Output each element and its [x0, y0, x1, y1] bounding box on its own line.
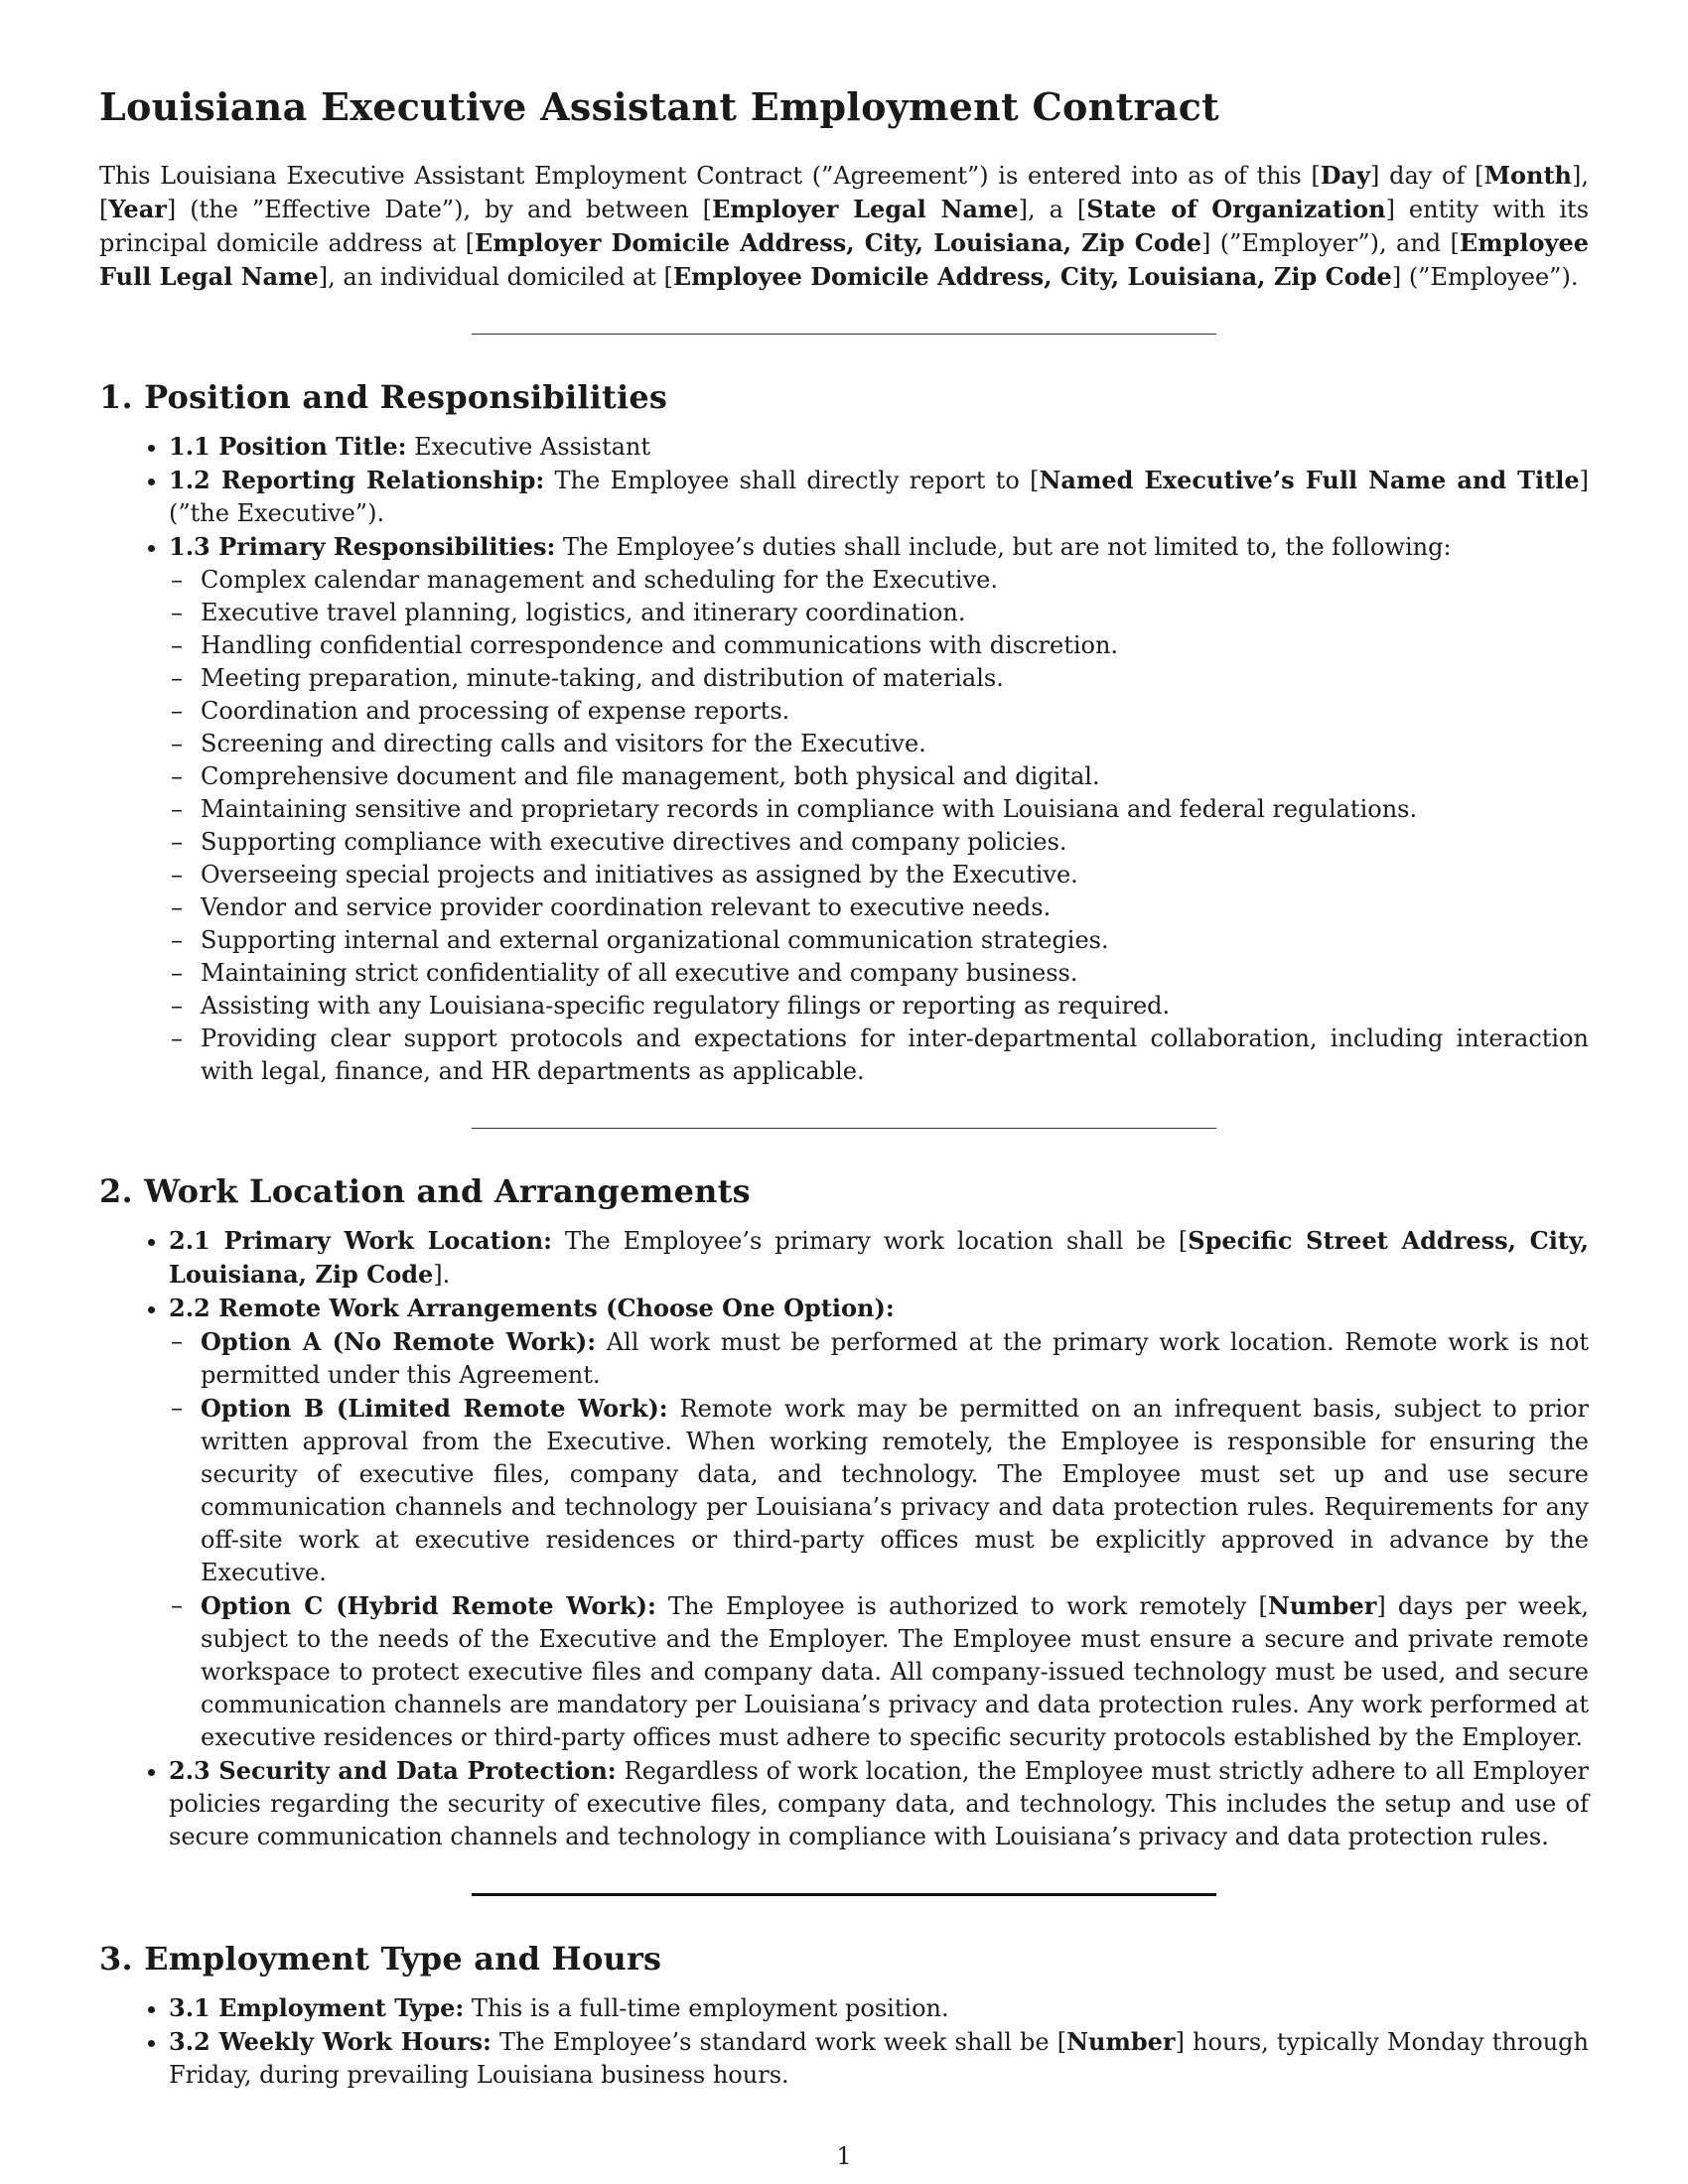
section-divider — [472, 1893, 1216, 1896]
list-item: • 3.1 Employment Type: This is a full-time employment position. — [169, 1991, 1589, 2025]
month-placeholder: Month — [1483, 161, 1572, 190]
duty-item: – Providing clear support protocols and expectations for inter-departmental collaboration, including interaction with legal, finance, and HR departments as applicable. — [201, 1023, 1589, 1088]
employer-address-placeholder: Employer Domicile Address, City, Louisiana, Zip Code — [474, 228, 1201, 257]
contract-title: Louisiana Executive Assistant Employment Contract — [99, 84, 1219, 129]
section-divider — [472, 334, 1216, 335]
work-address-placeholder: Specific Street Address, City, Louisiana, Zip Code — [169, 1226, 1589, 1289]
hours-placeholder: Number — [1066, 2027, 1176, 2056]
state-placeholder: State of Organization — [1086, 195, 1386, 223]
list-item: • 1.1 Position Title: Executive Assistant — [169, 430, 1589, 464]
duty-item: – Vendor and service provider coordination relevant to executive needs. — [201, 891, 1589, 924]
duty-item: – Meeting preparation, minute-taking, and distribution of materials. — [201, 662, 1589, 695]
duty-item: – Assisting with any Louisiana-specific regulatory filings or reporting as required. — [201, 990, 1589, 1023]
employer-name-placeholder: Employer Legal Name — [712, 195, 1019, 223]
executive-placeholder: Named Executive’s Full Name and Title — [1039, 466, 1580, 494]
remote-days-placeholder: Number — [1267, 1591, 1377, 1620]
duty-item: – Screening and directing calls and visitors for the Executive. — [201, 728, 1589, 760]
duty-item: – Executive travel planning, logistics, and itinerary coordination. — [201, 597, 1589, 629]
document-page — [99, 84, 1589, 2092]
duties-list — [169, 564, 1589, 1088]
list-item: • 3.2 Weekly Work Hours: The Employee’s standard work week shall be [Number] hours, typically Monday through Friday, during prevailing Louisiana business hours. — [169, 2025, 1589, 2092]
duty-item: – Complex calendar management and scheduling for the Executive. — [201, 564, 1589, 597]
option-a: – Option A (No Remote Work): All work must be performed at the primary work location. Remote work is not permitted under this Agreement. — [201, 1325, 1589, 1392]
intro-paragraph: This Louisiana Executive Assistant Employment Contract (”Agreement”) is entered into as of this [Day] day of [Month], [Year] (the ”Effective Date”), by and between [Employer Legal Name], a [State of Organization] entity with its principal domicile address at [Employer Domicile Address, City, Louisiana, Zip Code] (”Employer”), and [Employee Full Legal Name], an individual domiciled at [Employee Domicile Address, City, Louisiana, Zip Code] (”Employee”). — [99, 161, 1590, 291]
duty-item: – Maintaining sensitive and proprietary records in compliance with Louisiana and federal regulations. — [201, 793, 1589, 826]
list-item: • 2.3 Security and Data Protection: Regardless of work location, the Employee must strictly adhere to all Employer policies regarding the security of executive files, company data, and technology. This includes the setup and use of secure communication channels and technology in compliance with Louisiana’s privacy and data protection rules. — [169, 1754, 1589, 1853]
section-3-list — [99, 1991, 1589, 2092]
employee-name-placeholder: Employee Full Legal Name — [99, 228, 1589, 291]
section-1-list — [99, 430, 1589, 1088]
page-number: 1 — [836, 2142, 852, 2170]
list-item: • 1.2 Reporting Relationship: The Employee shall directly report to [Named Executive’s Full Name and Title] (”the Executive”). — [169, 464, 1589, 530]
duty-item: – Overseeing special projects and initiatives as assigned by the Executive. — [201, 859, 1589, 891]
duty-item: – Comprehensive document and file management, both physical and digital. — [201, 760, 1589, 793]
duty-item: – Handling confidential correspondence and communications with discretion. — [201, 629, 1589, 662]
section-heading-3: 3. Employment Type and Hours — [99, 1940, 662, 1978]
year-placeholder: Year — [108, 195, 167, 223]
section-heading-1: 1. Position and Responsibilities — [99, 378, 668, 416]
option-c: – Option C (Hybrid Remote Work): The Employee is authorized to work remotely [Number] days per week, subject to the needs of the Executive and the Employer. The Employee must ensure a secure and private remote workspace to protect executive files and company data. All company-issued technology must be used, and secure communication channels are mandatory per Louisiana’s privacy and data protection rules. Any work performed at executive residences or third-party offices must adhere to specific security protocols established by the Employer. — [201, 1589, 1589, 1754]
duty-item: – Supporting internal and external organizational communication strategies. — [201, 924, 1589, 957]
duty-item: – Supporting compliance with executive directives and company policies. — [201, 826, 1589, 859]
list-item: • 2.1 Primary Work Location: The Employee’s primary work location shall be [Specific Street Address, City, Louisiana, Zip Code]. — [169, 1224, 1589, 1292]
duty-item: – Coordination and processing of expense reports. — [201, 695, 1589, 728]
section-divider — [472, 1128, 1216, 1129]
list-item: • 1.3 Primary Responsibilities: The Employee’s duties shall include, but are not limited to, the following: – Complex calendar management and scheduling for the Executive. – Executive travel planning, logistics, and itinerary coordination. – Handling confidential correspondence and communications with discretion. – Meeting preparation, minute-taking, and distribution of materials. – Coordination and processing of expense reports. – Screening and directing calls and visitors for the Executive. – Comprehensive document and file management, both physical and digital. – Maintaining sensitive and proprietary records in compliance with Louisiana and federal regulations. – Supporting compliance with executive directives and company policies. – Overseeing special projects and initiatives as assigned by the Executive. – Vendor and service provider coordination relevant to executive needs. – Supporting internal and external organizational communication strategies. – Maintaining strict confidentiality of all executive and company business. – Assisting with any Louisiana-specific regulatory filings or reporting as required. – Providing clear support protocols and expectations for inter-departmental collaboration, including interaction with legal, finance, and HR departments as applicable. — [169, 530, 1589, 1088]
day-placeholder: Day — [1320, 161, 1371, 190]
list-item: • 2.2 Remote Work Arrangements (Choose One Option): – Option A (No Remote Work): All work must be performed at the primary work location. Remote work is not permitted under this Agreement. – Option B (Limited Remote Work): Remote work may be permitted on an infrequent basis, subject to prior written approval from the Executive. When working remotely, the Employee is responsible for ensuring the security of executive files, company data, and technology. The Employee must set up and use secure communication channels and technology per Louisiana’s privacy and data protection rules. Requirements for any off-site work at executive residences or third-party offices must be explicitly approved in advance by the Executive. – Option C (Hybrid Remote Work): The Employee is authorized to work remotely [Number] days per week, subject to the needs of the Executive and the Employer. The Employee must ensure a secure and private remote workspace to protect executive files and company data. All company-issued technology must be used, and secure communication channels are mandatory per Louisiana’s privacy and data protection rules. Any work performed at executive residences or third-party offices must adhere to specific security protocols established by the Employer. — [169, 1292, 1589, 1754]
option-b: – Option B (Limited Remote Work): Remote work may be permitted on an infrequent basis, subject to prior written approval from the Executive. When working remotely, the Employee is responsible for ensuring the security of executive files, company data, and technology. The Employee must set up and use secure communication channels and technology per Louisiana’s privacy and data protection rules. Requirements for any off-site work at executive residences or third-party offices must be explicitly approved in advance by the Executive. — [201, 1392, 1589, 1589]
employee-address-placeholder: Employee Domicile Address, City, Louisiana, Zip Code — [672, 262, 1392, 291]
duty-item: – Maintaining strict confidentiality of all executive and company business. — [201, 957, 1589, 990]
section-2-list — [99, 1224, 1589, 1853]
section-heading-2: 2. Work Location and Arrangements — [99, 1172, 751, 1210]
remote-options-list — [169, 1325, 1589, 1754]
